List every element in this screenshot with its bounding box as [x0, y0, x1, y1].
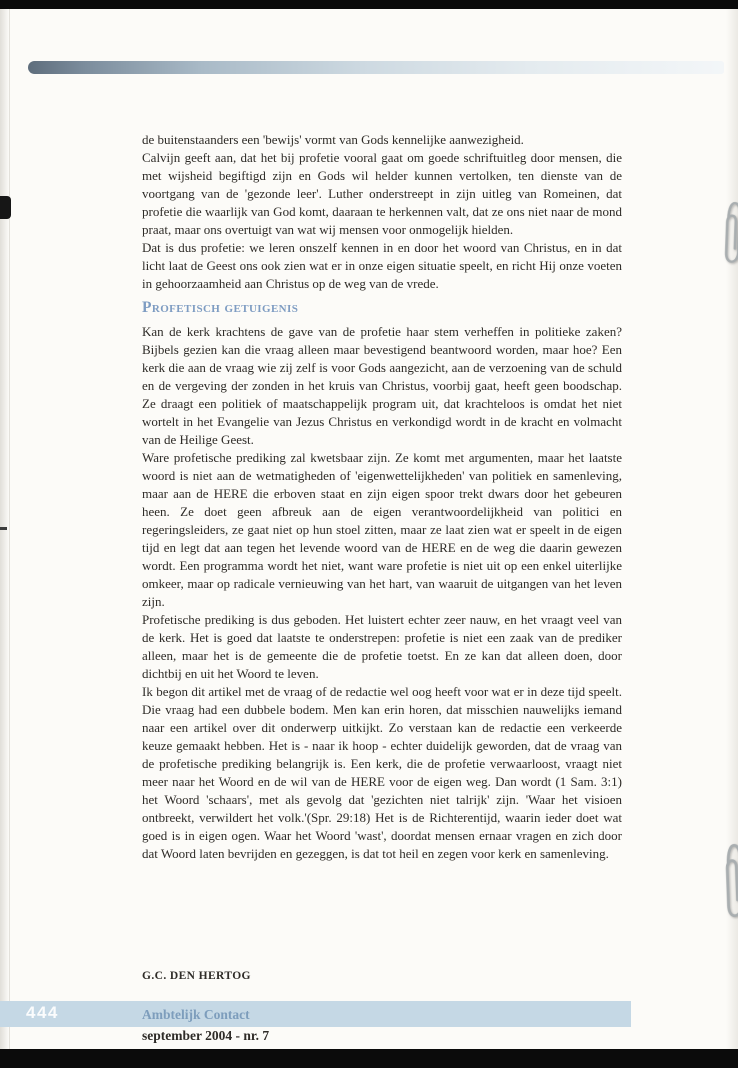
paragraph: Profetische prediking is dus geboden. Het luistert echter zeer nauw, en het vraagt veel van de kerk. Het is goed dat laatste te onderstrepen: profetie is niet een zaak van de prediker alleen, maar het is de gemeente die de profetie toetst. En ze kan dat alleen doen, door dichtbij en uit het Woord te leven. — [142, 612, 622, 681]
section-heading: Profetisch getuigenis — [142, 299, 299, 316]
author-byline: G.C. DEN HERTOG — [142, 970, 251, 982]
paragraph: de buitenstaanders een 'bewijs' vormt van Gods kennelijke aanwezigheid. — [142, 132, 524, 147]
article-body — [142, 131, 622, 969]
binding-tick — [0, 527, 7, 530]
paperclip-icon — [718, 837, 738, 922]
paperclip-icon — [718, 196, 738, 267]
paragraph: Kan de kerk krachtens de gave van de profetie haar stem verheffen in politieke zaken? Bijbels gezien kan die vraag alleen maar bevestigend beantwoord worden, maar hoe? Een kerk die aan de vraag wie zij zelf is voor Gods aangezicht, aan de verzoening van de schuld en de vergeving der zonden in het kruis van Christus, voorbij gaat, heeft geen boodschap. Ze draagt een politiek of maatschappelijk program uit, dat krachteloos is omdat het niet wortelt in het Evangelie van Jezus Christus en verkondigd wordt in de kracht en volmacht van de Heilige Geest. — [142, 324, 622, 447]
journal-title: Ambtelijk Contact — [142, 1007, 250, 1022]
paragraph: Dat is dus profetie: we leren onszelf kennen in en door het woord van Christus, en in dat licht laat de Geest ons ook zien wat er in onze eigen situatie speelt, en richt Hij onze voeten in gehoorzaamheid aan Christus op de weg van de vrede. — [142, 240, 622, 291]
header-gradient-rule — [28, 61, 724, 74]
binding-mark — [0, 196, 11, 219]
page-number: 444 — [26, 1003, 59, 1022]
paragraph: Calvijn geeft aan, dat het bij profetie vooral gaat om goede schriftuitleg door mensen, die met wijsheid begiftigd zijn en Gods wil helder kunnen vertolken, ten dienste van de voortgang van de 'gezonde leer'. Luther onderstreept in zijn uitleg van Romeinen, dat profetie die waarlijk van God komt, daaraan te herkennen valt, dat ze ons niet naar de mond praat, maar ons overtuigt van wat wij mensen voor onmogelijk hielden. — [142, 150, 622, 237]
paragraph: Ware profetische prediking zal kwetsbaar zijn. Ze komt met argumenten, maar het laatste woord is niet aan de wetmatigheden of 'eigenwettelijkheden' van politiek en samenleving, maar aan de HERE die erboven staat en zijn eigen spoor trekt dwars door het gebeuren heen. Ze doet geen afbreuk aan de eigen verantwoordelijkheid van politici en regeringsleiders, ze gaat niet op hun stoel zitten, maar ze laat zien wat er speelt in de eigen tijd en legt dat aan tegen het levende woord van de HERE en de weg die daarin gewezen wordt. Een programma wordt het niet, want ware profetie is niet uit op een enkel uiterlijke omkeer, maar op radicale vernieuwing van het hart, van waaruit de uitgangen van het leven zijn. — [142, 450, 622, 609]
scan-edge-top — [0, 0, 738, 9]
issue-line: september 2004 - nr. 7 — [142, 1028, 270, 1043]
footer-band — [0, 1001, 631, 1027]
paragraph: Ik begon dit artikel met de vraag of de redactie wel oog heeft voor wat er in deze tijd speelt. Die vraag had een dubbele bodem. Men kan erin horen, dat misschien nauwelijks iemand naar een artikel over dit onderwerp uitkijkt. Zo verstaan kan de redactie een verkeerde keuze gemaakt hebben. Het is - naar ik hoop - echter duidelijk geworden, dat de vraag van de profetische prediking belangrijk is. Een kerk, die de profetie verwaarloost, vraagt niet meer naar het Woord en de wil van de HERE voor de eigen weg. Dan wordt (1 Sam. 3:1) het Woord 'schaars', met als gevolg dat 'gezichten niet talrijk' zijn. 'Waar het visioen ontbreekt, verwildert het volk.'(Spr. 29:18) Het is de Richterentijd, waarin ieder doet wat goed is in eigen ogen. Waar het Woord 'wast', doordat mensen ernaar vragen en zich door dat Woord laten bevrijden en gezeggen, is dat tot heil en zegen voor kerk en samenleving. — [142, 684, 622, 861]
scan-edge-bottom — [0, 1049, 738, 1068]
